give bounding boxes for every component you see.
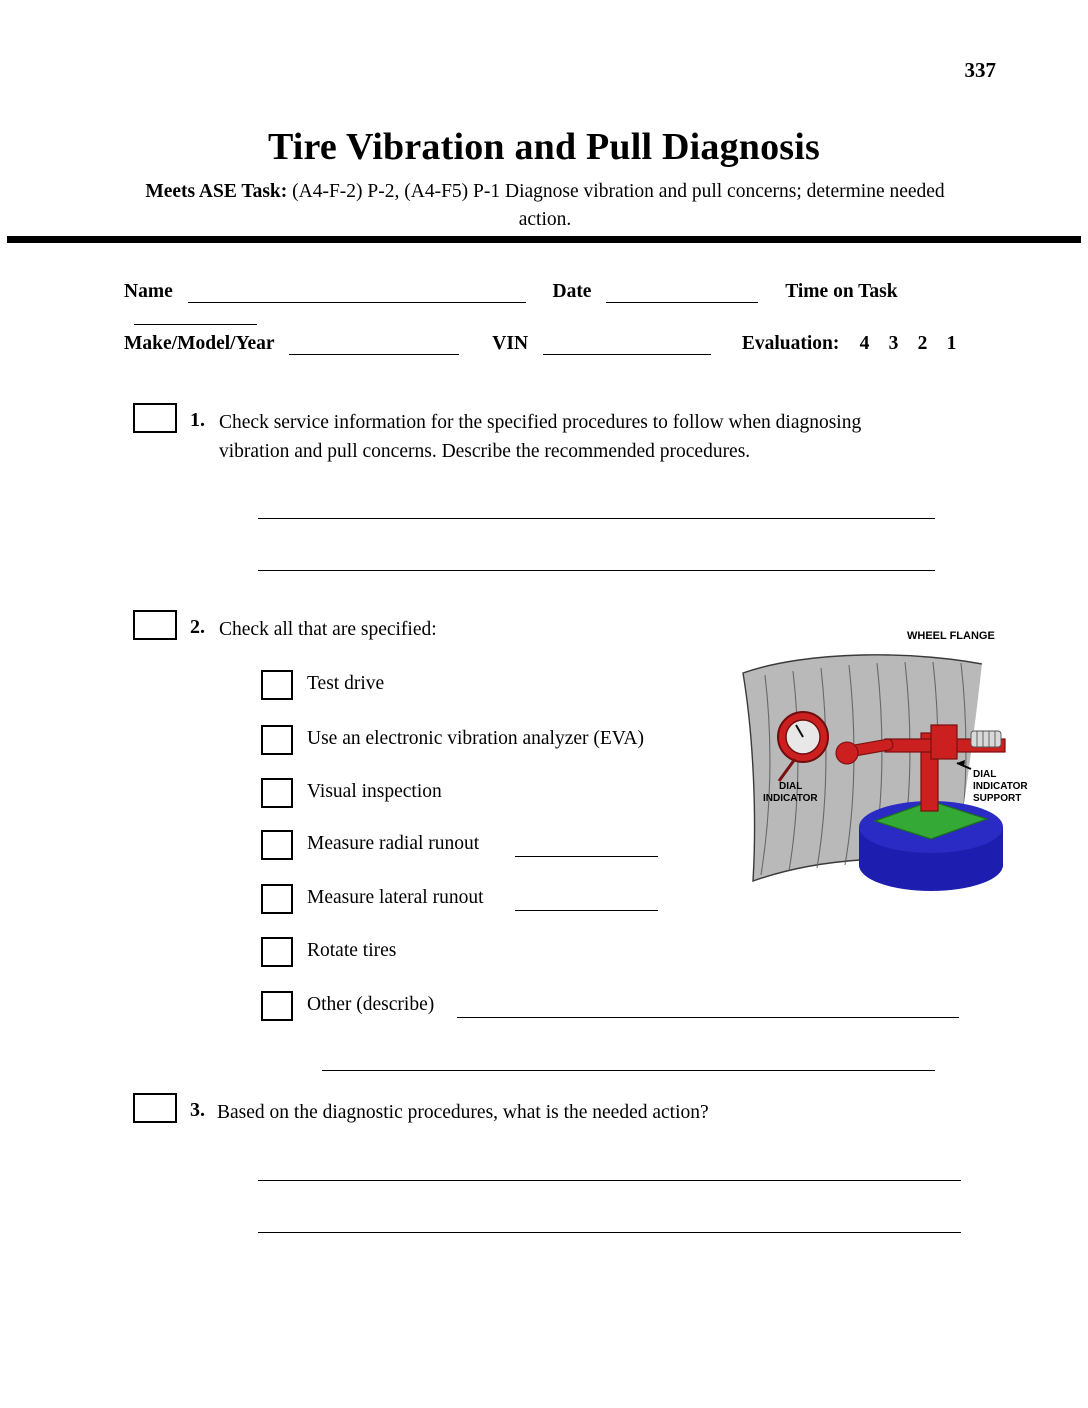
vin-input[interactable] — [543, 335, 711, 355]
svg-text:DIAL: DIAL — [973, 769, 997, 780]
input-other-describe[interactable] — [457, 1017, 959, 1018]
checkbox-other[interactable] — [261, 991, 293, 1021]
page-title: Tire Vibration and Pull Diagnosis — [267, 126, 821, 168]
evaluation-option-2[interactable]: 2 — [917, 333, 928, 354]
evaluation-option-3[interactable]: 3 — [888, 333, 899, 354]
vin-label: VIN — [492, 333, 529, 354]
dial-indicator-illustration — [735, 613, 1028, 906]
item-3-number: 3. — [190, 1099, 205, 1121]
item-1-answer-line-1[interactable] — [258, 518, 935, 519]
checkbox-label-measure-radial-runout: Measure radial runout — [307, 833, 480, 854]
ase-task-label: Meets ASE Task: — [145, 181, 288, 202]
checkbox-measure-lateral-runout[interactable] — [261, 884, 293, 914]
item-1-completion-box[interactable] — [133, 403, 177, 433]
svg-text:DIAL: DIAL — [779, 781, 803, 792]
make-model-year-label: Make/Model/Year — [124, 333, 275, 354]
make-model-year-input[interactable] — [289, 335, 459, 355]
evaluation-option-1[interactable]: 1 — [946, 333, 957, 354]
identification-row — [124, 281, 1024, 325]
time-on-task-input[interactable] — [134, 305, 257, 325]
input-radial-runout-value[interactable] — [515, 856, 658, 857]
header-divider — [7, 236, 1081, 243]
svg-text:INDICATOR: INDICATOR — [763, 793, 818, 804]
checkbox-rotate-tires[interactable] — [261, 937, 293, 967]
item-3-answer-line-2[interactable] — [258, 1232, 961, 1233]
item-2-text: Check all that are specified: — [219, 619, 437, 640]
item-2-number: 2. — [190, 616, 205, 638]
name-label: Name — [124, 281, 173, 302]
evaluation-scale — [850, 333, 966, 354]
evaluation-label: Evaluation: — [741, 333, 840, 354]
page-number: 337 — [964, 58, 996, 82]
input-lateral-runout-value[interactable] — [515, 910, 658, 911]
item-1-number: 1. — [190, 409, 205, 431]
ase-task-line — [140, 178, 950, 234]
checkbox-label-visual-inspection: Visual inspection — [307, 781, 442, 802]
vehicle-row — [124, 333, 1024, 355]
checkbox-eva[interactable] — [261, 725, 293, 755]
svg-text:WHEEL FLANGE: WHEEL FLANGE — [907, 630, 995, 642]
evaluation-option-4[interactable]: 4 — [859, 333, 870, 354]
checkbox-visual-inspection[interactable] — [261, 778, 293, 808]
time-on-task-label: Time on Task — [785, 281, 898, 302]
checkbox-label-test-drive: Test drive — [307, 673, 385, 694]
item-1-answer-line-2[interactable] — [258, 570, 935, 571]
item-2-answer-line-1[interactable] — [322, 1070, 935, 1071]
date-label: Date — [552, 281, 592, 302]
name-input[interactable] — [188, 283, 526, 303]
item-3-completion-box[interactable] — [133, 1093, 177, 1123]
checkbox-label-eva: Use an electronic vibration analyzer (EVA) — [307, 728, 644, 749]
date-input[interactable] — [606, 283, 758, 303]
svg-text:INDICATOR: INDICATOR — [973, 781, 1028, 792]
item-3-answer-line-1[interactable] — [258, 1180, 961, 1181]
checkbox-test-drive[interactable] — [261, 670, 293, 700]
checkbox-label-other: Other (describe) — [307, 994, 435, 1015]
ase-task-text: (A4-F-2) P-2, (A4-F5) P-1 Diagnose vibration and pull concerns; determine needed action. — [292, 181, 945, 230]
checkbox-measure-radial-runout[interactable] — [261, 830, 293, 860]
item-1-text: Check service information for the specified procedures to follow when diagnosing vibration and pull concerns. Describe the recommended procedures. — [219, 412, 862, 462]
checkbox-label-rotate-tires: Rotate tires — [307, 940, 397, 961]
svg-text:SUPPORT: SUPPORT — [973, 793, 1022, 804]
checkbox-label-measure-lateral-runout: Measure lateral runout — [307, 887, 484, 908]
item-3-text: Based on the diagnostic procedures, what is the needed action? — [217, 1102, 709, 1123]
item-2-completion-box[interactable] — [133, 610, 177, 640]
